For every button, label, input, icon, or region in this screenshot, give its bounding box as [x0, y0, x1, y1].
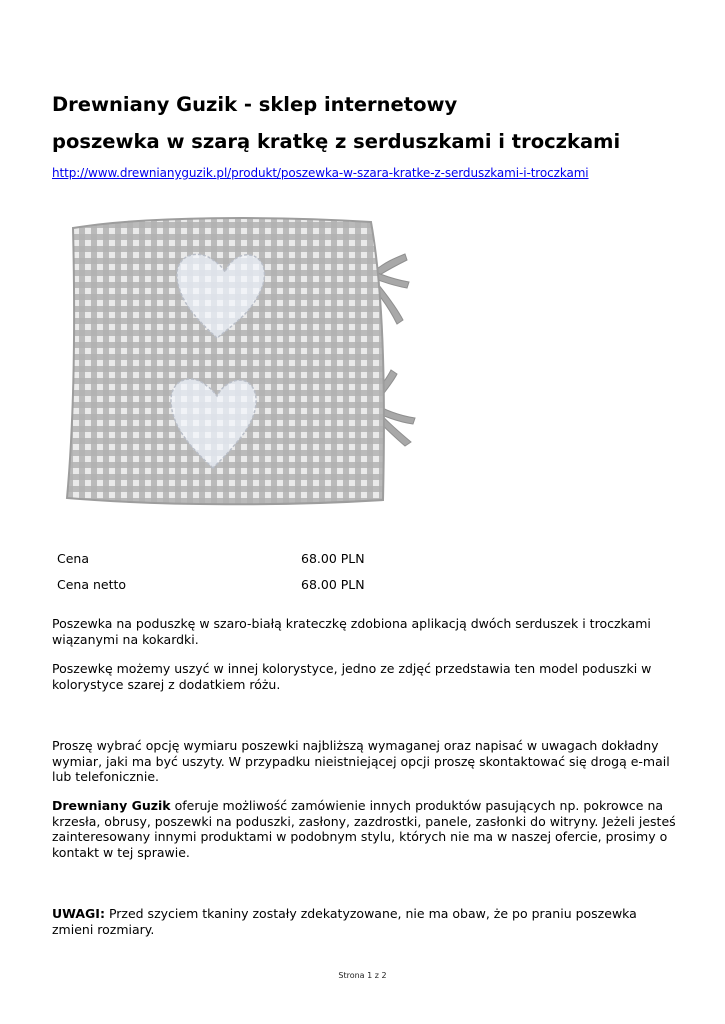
- notes-paragraph: [52, 906, 677, 937]
- net-price-value: 68.00 PLN: [301, 577, 365, 592]
- notes-label: UWAGI:: [52, 906, 105, 921]
- brand-name: Drewniany Guzik: [52, 798, 171, 813]
- page-number: Strona 1 z 2: [338, 971, 387, 980]
- description-paragraph-2: Poszewkę możemy uszyć w innej kolorystyce, jedno ze zdjęć przedstawia ten model poduszki w kolorystyce szarej z dodatkiem różu.: [52, 661, 652, 692]
- price-table: [57, 551, 417, 603]
- product-title: poszewka w szarą kratkę z serduszkami i troczkami: [52, 130, 621, 153]
- net-price-label: Cena netto: [57, 577, 127, 592]
- price-value: 68.00 PLN: [301, 551, 365, 566]
- shop-title: Drewniany Guzik - sklep internetowy: [52, 93, 458, 116]
- other-products-text: oferuje możliwość zamówienie innych produktów pasujących np. pokrowce na krzesła, obrusy, poszewki na poduszki, zasłony, zazdrostki, panele, zasłonki do witryny. Jeżeli jesteś zainteresowany innymi produktami w podobnym stylu, których nie ma w naszej ofercie, prosimy o kontakt w tej sprawie.: [52, 798, 676, 860]
- other-products-paragraph: [52, 798, 677, 860]
- product-url-link[interactable]: http://www.drewnianyguzik.pl/produkt/poszewka-w-szara-kratke-z-serduszkami-i-troczkami: [52, 166, 589, 180]
- product-image: [55, 210, 425, 510]
- price-label: Cena: [57, 551, 90, 566]
- net-price-row: [57, 577, 417, 603]
- notes-text: Przed szyciem tkaniny zostały zdekatyzowane, nie ma obaw, że po praniu poszewka zmieni rozmiary.: [52, 906, 637, 937]
- description-paragraph-1: Poszewka na poduszkę w szaro-białą krateczkę zdobiona aplikacją dwóch serduszek i troczkami wiązanymi na kokardki.: [52, 616, 651, 647]
- size-instructions-paragraph: Proszę wybrać opcję wymiaru poszewki najbliższą wymaganej oraz napisać w uwagach dokładny wymiar, jaki ma być uszyty. W przypadku nieistniejącej opcji proszę skontaktować się drogą e-mail lub telefonicznie.: [52, 738, 670, 784]
- price-row: [57, 551, 417, 577]
- pillow-body: [67, 218, 384, 504]
